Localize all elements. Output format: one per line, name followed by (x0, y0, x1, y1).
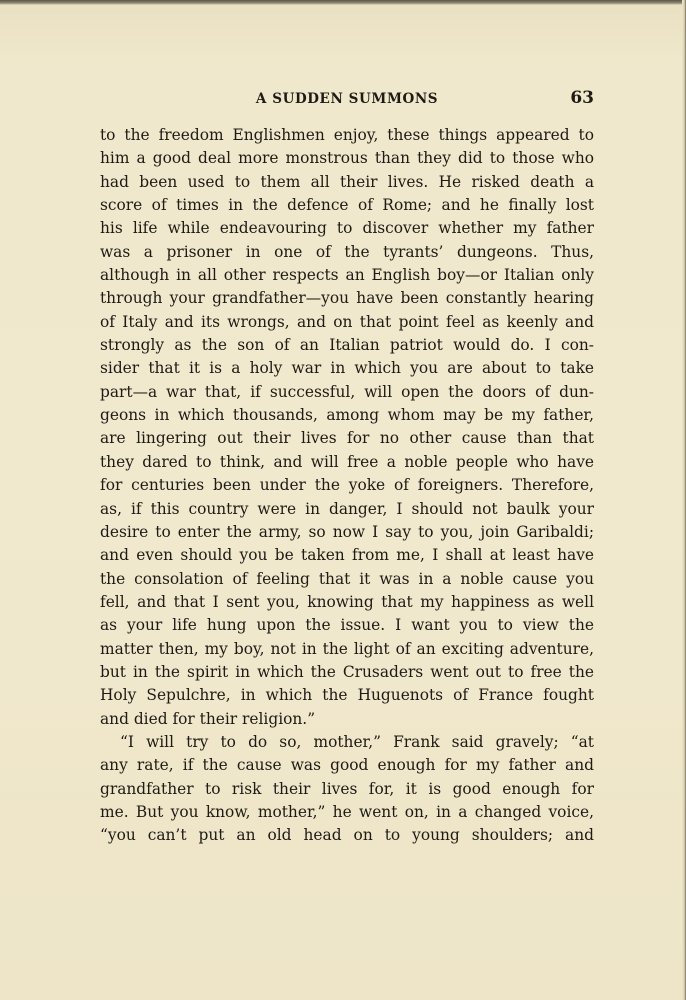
text-line: me. But you know, mother,” he went on, in a changed voice, (100, 802, 594, 821)
text-line: part—a war that, if successful, will open the doors of dun- (100, 382, 594, 401)
text-line: was a prisoner in one of the tyrants’ dungeons. Thus, (100, 242, 594, 261)
text-line: him a good deal more monstrous than they did to those who (100, 149, 594, 168)
page-top-edge-shadow (0, 0, 686, 5)
text-line: as your life hung upon the issue. I want you to view the (100, 616, 594, 635)
text-line: fell, and that I sent you, knowing that my happiness as well (100, 592, 594, 611)
text-line: of Italy and its wrongs, and on that point feel as keenly and (100, 312, 594, 331)
text-line: to the freedom Englishmen enjoy, these things appeared to (100, 126, 594, 144)
text-line: Holy Sepulchre, in which the Huguenots of France fought (100, 686, 594, 705)
text-line: are lingering out their lives for no other cause than that (100, 429, 594, 448)
text-line: desire to enter the army, so now I say to you, join Garibaldi; (100, 522, 594, 541)
text-line: the consolation of feeling that it was in a noble cause you (100, 569, 594, 588)
text-line: geons in which thousands, among whom may be my father, (100, 406, 594, 425)
text-line: and died for their religion.” (100, 709, 316, 728)
text-line: strongly as the son of an Italian patriot would do. I con- (100, 336, 594, 355)
text-line: matter then, my boy, not in the light of an exciting adventure, (100, 639, 594, 658)
text-line: for centuries been under the yoke of foreigners. Therefore, (100, 476, 594, 495)
text-line: “I will try to do so, mother,” Frank said gravely; “at (120, 732, 594, 751)
text-line: any rate, if the cause was good enough for my father and (100, 756, 594, 775)
text-line: “you can’t put an old head on to young shoulders; and (100, 826, 594, 845)
text-line: as, if this country were in danger, I should not baulk your (100, 499, 594, 518)
body-text (100, 124, 594, 848)
text-line: grandfather to risk their lives for, it is good enough for (100, 779, 594, 798)
text-line: had been used to them all their lives. He risked death a (100, 172, 594, 191)
running-title: A SUDDEN SUMMONS (255, 91, 439, 107)
text-line: sider that it is a holy war in which you are about to take (100, 359, 594, 378)
page-right-edge-shadow (682, 0, 686, 1000)
text-line: and even should you be taken from me, I shall at least have (100, 546, 594, 565)
page-number: 63 (570, 88, 594, 108)
text-line: but in the spirit in which the Crusaders went out to free the (100, 662, 594, 681)
text-line: they dared to think, and will free a noble people who have (100, 452, 594, 471)
text-line: his life while endeavouring to discover whether my father (100, 219, 594, 238)
running-head (100, 88, 594, 112)
text-line: score of times in the defence of Rome; and he finally lost (100, 196, 594, 215)
text-line: although in all other respects an English boy—or Italian only (100, 266, 594, 285)
text-line: through your grandfather—you have been constantly hearing (100, 289, 594, 308)
